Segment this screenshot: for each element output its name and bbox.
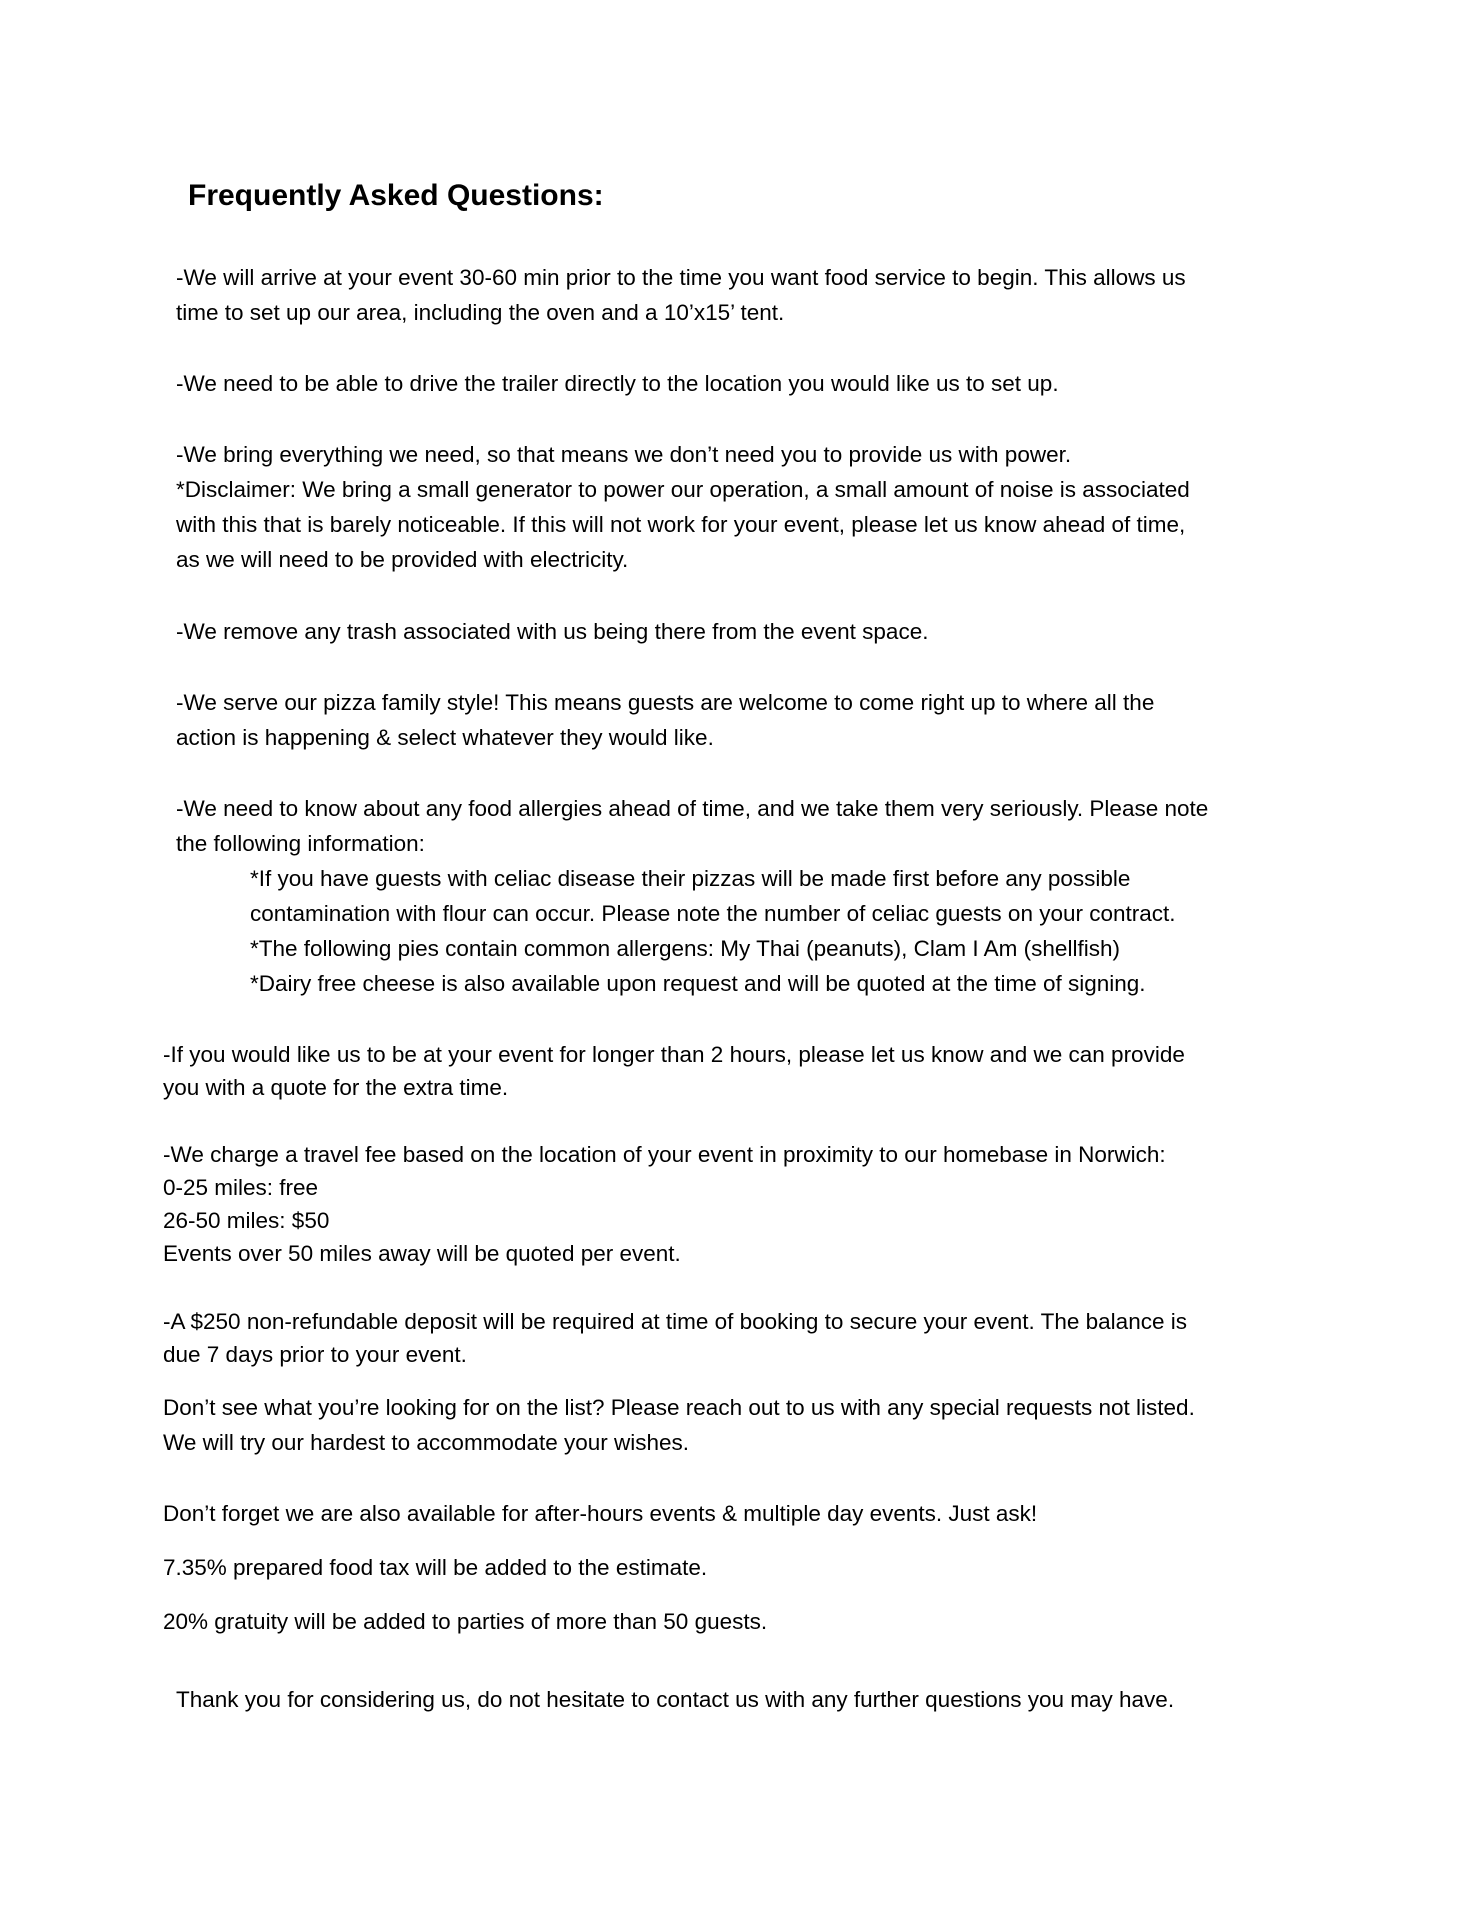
page-title: Frequently Asked Questions: [188,179,604,212]
faq-line: -We need to know about any food allergies ahead of time, and we take them very seriously. Please note [176,796,1209,821]
travel-fee-tier: 26-50 miles: $50 [163,1208,330,1233]
faq-family-style [176,685,1154,755]
allergy-note-line: *If you have guests with celiac disease their pizzas will be made first before any possible [250,866,1131,891]
allergy-notes [250,861,1176,1001]
faq-line: -We will arrive at your event 30-60 min prior to the time you want food service to begin. This allows us [176,265,1186,290]
faq-line: -We bring everything we need, so that means we don’t need you to provide us with power. [176,442,1072,467]
faq-line: due 7 days prior to your event. [163,1342,467,1367]
tax-note [163,1550,707,1585]
faq-line: -A $250 non-refundable deposit will be required at time of booking to secure your event. The balance is [163,1309,1187,1334]
faq-line: time to set up our area, including the oven and a 10’x15’ tent. [176,300,785,325]
faq-disclaimer-line: with this that is barely noticeable. If this will not work for your event, please let us know ahead of time, [176,512,1186,537]
faq-line: 20% gratuity will be added to parties of more than 50 guests. [163,1609,768,1634]
closing-note [176,1682,1174,1717]
faq-trailer [176,366,1059,401]
faq-line: -We charge a travel fee based on the location of your event in proximity to our homebase in Norwich: [163,1142,1166,1167]
gratuity-note [163,1604,767,1639]
faq-trash [176,614,928,649]
faq-allergies [176,791,1208,861]
faq-arrival [176,260,1186,330]
faq-line: -We need to be able to drive the trailer directly to the location you would like us to set up. [176,371,1059,396]
faq-travel-fee [163,1138,1166,1270]
faq-duration [163,1038,1185,1104]
faq-line: -If you would like us to be at your event for longer than 2 hours, please let us know and we can provide [163,1042,1185,1067]
allergy-note-line: *The following pies contain common allergens: My Thai (peanuts), Clam I Am (shellfish) [250,936,1120,961]
allergy-note-line: contamination with flour can occur. Please note the number of celiac guests on your contract. [250,901,1176,926]
faq-disclaimer-line: *Disclaimer: We bring a small generator to power our operation, a small amount of noise is associated [176,477,1190,502]
after-hours-note [163,1496,1037,1531]
faq-line: action is happening & select whatever they would like. [176,725,714,750]
faq-power [176,437,1190,577]
faq-line: you with a quote for the extra time. [163,1075,509,1100]
faq-line: Don’t see what you’re looking for on the list? Please reach out to us with any special requests not listed. [163,1395,1195,1420]
faq-line: Don’t forget we are also available for after-hours events & multiple day events. Just ask! [163,1501,1038,1526]
travel-fee-tier: 0-25 miles: free [163,1175,319,1200]
faq-line: We will try our hardest to accommodate your wishes. [163,1430,690,1455]
faq-disclaimer-line: as we will need to be provided with electricity. [176,547,629,572]
faq-line: Thank you for considering us, do not hesitate to contact us with any further questions you may have. [176,1687,1175,1712]
faq-deposit [163,1305,1187,1371]
faq-line: the following information: [176,831,425,856]
travel-fee-note: Events over 50 miles away will be quoted per event. [163,1241,681,1266]
faq-line: -We remove any trash associated with us being there from the event space. [176,619,929,644]
allergy-note-line: *Dairy free cheese is also available upon request and will be quoted at the time of signing. [250,971,1146,996]
special-requests [163,1390,1195,1460]
faq-line: 7.35% prepared food tax will be added to the estimate. [163,1555,708,1580]
faq-line: -We serve our pizza family style! This means guests are welcome to come right up to where all the [176,690,1155,715]
